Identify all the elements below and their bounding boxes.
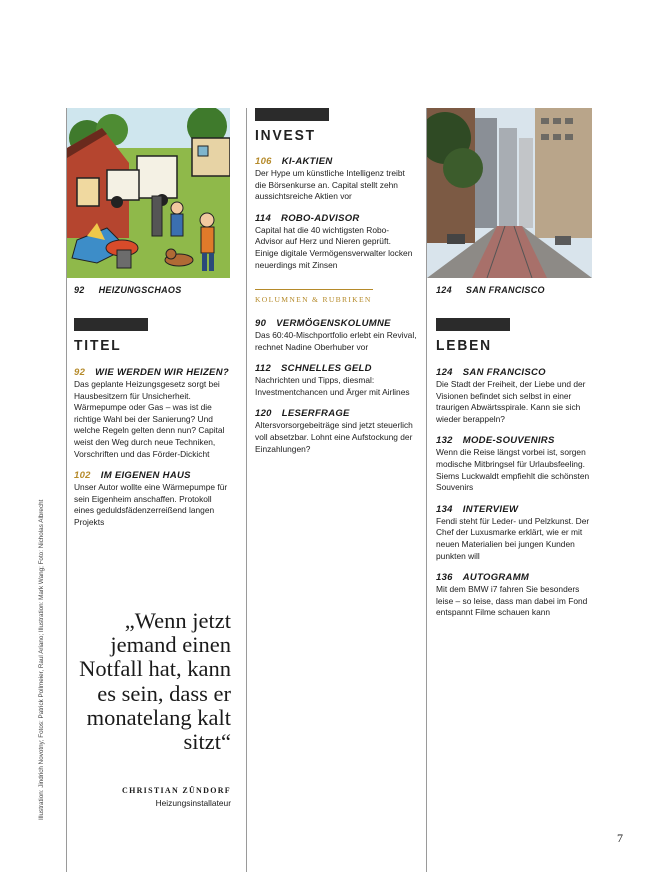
entry-teaser: Mit dem BMW i7 fahren Sie besonders leise – so leise, dass man dabei im Fond entspannt Filme schauen kann: [436, 584, 588, 618]
entry-teaser: Fendi steht für Leder- und Pelzkunst. Der Chef der Luxusmarke erklärt, wie er mit neuen Materialien bei jungen Kunden punkten will: [436, 515, 590, 561]
entry-title: VERMÖGENSKOLUMNE: [276, 318, 391, 329]
left-image-caption: [74, 285, 234, 295]
toc-entry[interactable]: [255, 363, 417, 398]
entry-head: [255, 213, 415, 225]
quote-author: CHRISTIAN ZÜNDORF: [122, 786, 231, 795]
section-leben: [436, 318, 596, 354]
quote-author-role: Heizungsinstallateur: [155, 798, 231, 808]
toc-entry[interactable]: [436, 504, 596, 562]
entry-teaser: Das 60:40-Mischportfolio erlebt ein Revival, rechnet Nadine Oberhuber vor: [255, 330, 417, 352]
entry-page: 136: [436, 572, 453, 584]
section-heading: TITEL: [74, 337, 122, 354]
caption-title: SAN FRANCISCO: [465, 285, 545, 295]
entry-head: [436, 435, 596, 447]
column-rule-center-left: [246, 108, 247, 872]
caption-title: HEIZUNGSCHAOS: [98, 285, 182, 295]
entry-head: [255, 408, 417, 420]
entry-teaser: Capital hat die 40 wichtigsten Robo-Advisor auf Herz und Nieren geprüft. Einige digitale Vermögensverwalter locken neuerdings mit Zinsen: [255, 224, 413, 270]
san-francisco-photo[interactable]: [427, 108, 592, 278]
entry-title: LESERFRAGE: [281, 408, 350, 420]
entry-teaser: Der Hype um künstliche Intelligenz treibt die Börsenkurse an. Capital stellt zehn aussichtsreiche Aktien vor: [255, 168, 405, 202]
entry-head: [255, 363, 417, 375]
entry-page: 124: [436, 367, 453, 378]
toc-entry[interactable]: [255, 318, 417, 353]
middle-entries: [255, 156, 415, 281]
pull-quote: „Wenn jetzt jemand einen Notfall hat, kann es sein, dass er monatelang kalt sitzt“: [79, 608, 231, 755]
entry-title: INTERVIEW: [462, 503, 519, 515]
heating-illustration[interactable]: [67, 108, 230, 278]
right-image-caption: [436, 285, 596, 295]
section-titel: [74, 318, 234, 354]
entry-title: AUTOGRAMM: [462, 572, 530, 584]
entry-teaser: Die Stadt der Freiheit, der Liebe und der Visionen befindet sich selbst in einer traurigen Abwärtsspirale. Kann sie sich wieder berappeln?: [436, 379, 586, 424]
entry-page: 112: [255, 363, 272, 375]
entry-head: [255, 318, 417, 330]
section-heading: LEBEN: [436, 337, 492, 354]
entry-page: 134: [436, 503, 453, 515]
toc-entry[interactable]: [255, 408, 417, 455]
entry-page: 90: [255, 318, 267, 329]
toc-entry[interactable]: [436, 367, 596, 425]
photo-credits: Illustration: Jindrich Novotny; Fotos: Patrick Pollmeier, Raul Ariano; Illustration: Mark Wang; Foto: Nicholas Albrecht: [38, 499, 45, 820]
rubric-entries: [255, 318, 417, 465]
toc-entry[interactable]: [74, 367, 232, 460]
page-number: 7: [617, 831, 623, 845]
section-bar: [74, 318, 148, 331]
entry-title: SAN FRANCISCO: [462, 367, 546, 378]
entry-teaser: Unser Autor wollte eine Wärmepumpe für sein Eigenheim anschaffen. Protokoll eines geduldsfädenzerreißend langen Projekts: [74, 482, 228, 527]
toc-entry[interactable]: [74, 470, 232, 528]
entry-head: [436, 572, 596, 584]
toc-entry[interactable]: [436, 435, 596, 493]
caption-page-number: 124: [436, 285, 452, 295]
entry-page: 114: [255, 212, 272, 224]
toc-entry[interactable]: [255, 156, 415, 203]
section-heading: INVEST: [255, 127, 316, 144]
rubric-heading: KOLUMNEN & RUBRIKEN: [255, 289, 373, 304]
left-entries: [74, 367, 232, 539]
entry-teaser: Altersvorsorgebeiträge sind jetzt steuerlich voll absetzbar. Lohnt eine Aufstockung der Einzahlungen?: [255, 420, 413, 454]
entry-head: [436, 504, 596, 516]
toc-entry[interactable]: [436, 572, 596, 619]
entry-page: 106: [255, 156, 272, 167]
entry-teaser: Wenn die Reise längst vorbei ist, sorgen modische Mitbringsel für Urlaubsfeeling. Siems Luckwaldt empfiehlt die schönsten Souvenirs: [436, 447, 590, 493]
entry-title: WIE WERDEN WIR HEIZEN?: [95, 367, 229, 378]
entry-page: 102: [74, 470, 91, 482]
section-bar: [436, 318, 510, 331]
entry-teaser: Nachrichten und Tipps, diesmal: Investmentchancen und Ärger mit Airlines: [255, 375, 410, 397]
toc-entry[interactable]: [255, 213, 415, 271]
caption-page-number: 92: [74, 285, 85, 295]
entry-title: ROBO-ADVISOR: [281, 212, 360, 224]
entry-teaser: Das geplante Heizungsgesetz sorgt bei Hausbesitzern für Unsicherheit. Wärmepumpe oder Gas – was ist die richtige Wahl bei der Sanierung? Und welche Regeln gelten denn nun? Capital weist den Weg durch neue Techniken, Vorschriften und das Förder-Dickicht: [74, 379, 225, 459]
entry-head: [74, 470, 232, 482]
entry-head: [74, 367, 232, 379]
entry-page: 132: [436, 435, 453, 447]
right-entries: [436, 367, 596, 629]
entry-title: SCHNELLES GELD: [281, 363, 372, 375]
entry-page: 120: [255, 408, 272, 420]
entry-head: [436, 367, 596, 379]
entry-head: [255, 156, 415, 168]
entry-page: 92: [74, 367, 86, 378]
entry-title: KI-AKTIEN: [281, 156, 333, 167]
entry-title: MODE-SOUVENIRS: [462, 435, 555, 447]
section-invest: [255, 108, 415, 144]
entry-title: IM EIGENEN HAUS: [100, 470, 191, 482]
section-bar: [255, 108, 329, 121]
